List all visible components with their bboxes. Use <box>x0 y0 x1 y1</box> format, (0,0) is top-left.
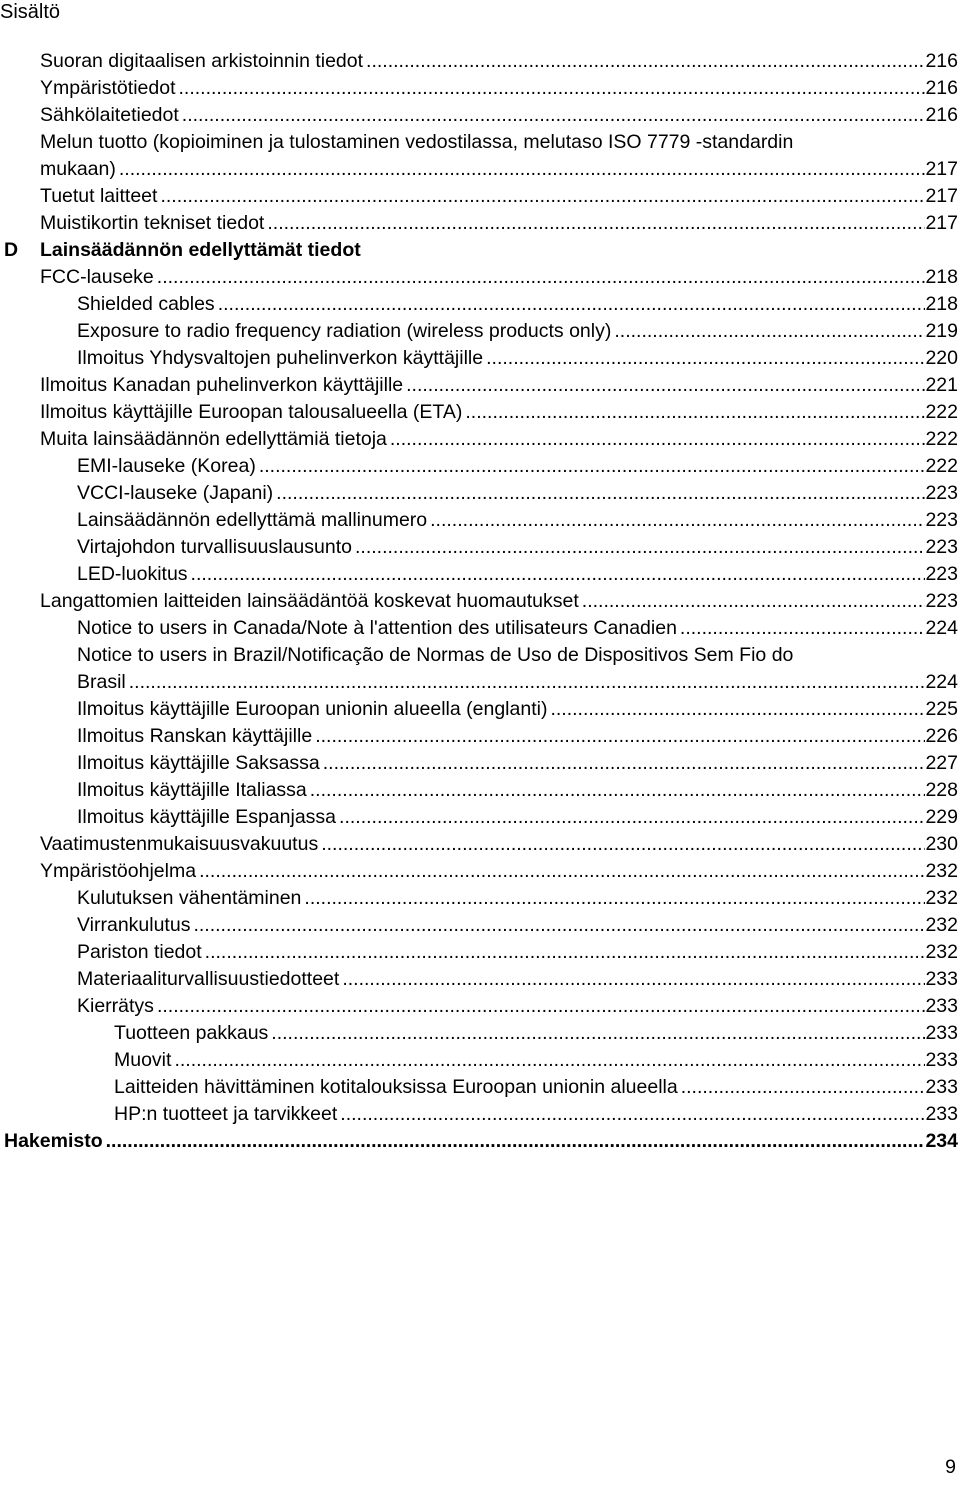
toc-entry-link[interactable] <box>77 912 958 939</box>
toc-row <box>0 561 960 588</box>
table-of-contents <box>0 48 960 1155</box>
toc-row <box>0 399 960 426</box>
toc-page-number: 233 <box>925 1022 958 1044</box>
toc-entry-link[interactable] <box>40 372 958 399</box>
dot-leader <box>427 507 925 534</box>
toc-entry-title: HP:n tuotteet ja tarvikkeet <box>114 1103 338 1125</box>
toc-page-number: 223 <box>925 536 958 558</box>
toc-page-number: 224 <box>925 617 958 639</box>
dot-leader <box>352 534 925 561</box>
dot-leader <box>273 480 925 507</box>
toc-entry-link[interactable] <box>77 777 958 804</box>
toc-entry-link[interactable] <box>77 318 958 345</box>
dot-leader <box>157 183 925 210</box>
toc-entry-link[interactable] <box>114 1047 958 1074</box>
toc-row <box>0 210 960 237</box>
toc-page-number: 218 <box>925 293 958 315</box>
toc-entry-link[interactable] <box>77 993 958 1020</box>
toc-entry-link[interactable] <box>77 534 958 561</box>
toc-entry-title: Ympäristöohjelma <box>40 860 197 882</box>
toc-entry-title: Lainsäädännön edellyttämä mallinumero <box>77 509 428 531</box>
toc-entry-title: Ilmoitus käyttäjille Italiassa <box>77 779 307 801</box>
toc-entry-title: Ilmoitus käyttäjille Euroopan unionin alueella (englanti) <box>77 698 548 720</box>
toc-row <box>0 723 960 750</box>
toc-row <box>0 750 960 777</box>
toc-entry-title: Suoran digitaalisen arkistoinnin tiedot <box>40 50 364 72</box>
toc-page-number: 234 <box>925 1130 958 1152</box>
toc-entry-link[interactable] <box>40 858 958 885</box>
section-title: Lainsäädännön edellyttämät tiedot <box>40 239 361 261</box>
toc-entry-title-line2: mukaan) <box>40 158 116 180</box>
dot-leader <box>264 210 925 237</box>
toc-entry-title: LED-luokitus <box>77 563 188 585</box>
dot-leader <box>336 804 925 831</box>
toc-page-number: 223 <box>925 563 958 585</box>
toc-page-number: 232 <box>925 860 958 882</box>
toc-entry-title: Hakemisto <box>4 1130 103 1152</box>
toc-row <box>0 615 960 642</box>
dot-leader <box>387 426 926 453</box>
toc-entry-link[interactable] <box>77 561 958 588</box>
dot-leader <box>462 399 925 426</box>
toc-entry-title: Ympäristötiedot <box>40 77 176 99</box>
toc-row <box>0 858 960 885</box>
dot-leader <box>126 669 926 696</box>
toc-entry-title: Exposure to radio frequency radiation (wireless products only) <box>77 320 612 342</box>
toc-row <box>0 966 960 993</box>
toc-entry-title: VCCI-lauseke (Japani) <box>77 482 274 504</box>
toc-page-number: 216 <box>925 50 958 72</box>
dot-leader <box>678 1074 926 1101</box>
toc-entry-link[interactable] <box>40 48 958 75</box>
toc-entry-title: Ilmoitus käyttäjille Espanjassa <box>77 806 337 828</box>
toc-row <box>0 345 960 372</box>
toc-row <box>0 129 960 183</box>
toc-entry-link[interactable] <box>77 966 958 993</box>
toc-page-number: 222 <box>925 455 958 477</box>
toc-entry-title: EMI-lauseke (Korea) <box>77 455 256 477</box>
toc-page-number: 233 <box>925 1103 958 1125</box>
toc-entry-link[interactable] <box>4 1128 958 1155</box>
toc-entry-link[interactable] <box>40 129 958 183</box>
toc-row <box>0 1074 960 1101</box>
toc-entry-link[interactable] <box>40 264 958 291</box>
toc-entry-title: Muistikortin tekniset tiedot <box>40 212 265 234</box>
toc-page-number: 229 <box>925 806 958 828</box>
toc-row <box>0 291 960 318</box>
toc-page-number: 222 <box>925 428 958 450</box>
dot-leader <box>268 1020 925 1047</box>
toc-page-number: 230 <box>925 833 958 855</box>
toc-entry-link[interactable] <box>77 696 958 723</box>
toc-entry-link[interactable] <box>40 183 958 210</box>
toc-row <box>0 993 960 1020</box>
toc-row <box>0 372 960 399</box>
toc-entry-title: Ilmoitus käyttäjille Euroopan talousalueella (ETA) <box>40 401 463 423</box>
dot-leader <box>179 102 926 129</box>
toc-entry-title: Tuetut laitteet <box>40 185 158 207</box>
dot-leader <box>307 777 926 804</box>
toc-row <box>0 534 960 561</box>
dot-leader <box>154 264 926 291</box>
toc-entry-title: Ilmoitus Ranskan käyttäjille <box>77 725 313 747</box>
toc-entry-title-line1: Notice to users in Brazil/Notificação de Normas de Uso de Dispositivos Sem Fio do <box>77 644 794 666</box>
dot-leader <box>611 318 925 345</box>
toc-entry-link[interactable] <box>77 939 958 966</box>
toc-entry-title-line2: Brasil <box>77 671 126 693</box>
toc-entry-title: Materiaaliturvallisuustiedotteet <box>77 968 340 990</box>
toc-entry-link[interactable] <box>40 102 958 129</box>
toc-entry-link[interactable] <box>77 291 958 318</box>
toc-entry-title: Virtajohdon turvallisuuslausunto <box>77 536 352 558</box>
toc-page-number: 233 <box>925 968 958 990</box>
toc-page-number: 225 <box>925 698 958 720</box>
dot-leader <box>677 615 926 642</box>
dot-leader <box>171 1047 925 1074</box>
toc-page-number: 217 <box>925 158 958 180</box>
toc-page-number: 217 <box>925 185 958 207</box>
toc-entry-link[interactable] <box>77 453 958 480</box>
toc-row <box>0 1128 960 1155</box>
page-number: 9 <box>945 1456 956 1478</box>
dot-leader <box>320 750 926 777</box>
toc-page-number: 232 <box>925 941 958 963</box>
toc-page-number: 233 <box>925 1076 958 1098</box>
toc-page-number: 216 <box>925 77 958 99</box>
toc-entry-link[interactable] <box>77 642 958 696</box>
toc-row <box>0 183 960 210</box>
toc-page-number: 233 <box>925 1049 958 1071</box>
toc-entry-link[interactable] <box>77 723 958 750</box>
dot-leader <box>547 696 925 723</box>
toc-row <box>0 318 960 345</box>
toc-entry-title: Sähkölaitetiedot <box>40 104 179 126</box>
toc-row <box>0 912 960 939</box>
toc-page-number: 226 <box>925 725 958 747</box>
toc-row <box>0 102 960 129</box>
toc-entry-link[interactable] <box>77 885 958 912</box>
toc-entry-title: Notice to users in Canada/Note à l'attention des utilisateurs Canadien <box>77 617 677 639</box>
toc-page-number: 227 <box>925 752 958 774</box>
toc-entry-title: Virrankulutus <box>77 914 191 936</box>
toc-page-number: 232 <box>925 887 958 909</box>
toc-row <box>0 642 960 696</box>
toc-page-number: 221 <box>925 374 958 396</box>
toc-page-number: 223 <box>925 482 958 504</box>
toc-row <box>0 777 960 804</box>
dot-leader <box>116 156 926 183</box>
toc-entry-link[interactable] <box>40 399 958 426</box>
toc-page-number: 217 <box>925 212 958 234</box>
toc-row <box>0 1020 960 1047</box>
toc-row <box>0 507 960 534</box>
toc-page-number: 223 <box>925 590 958 612</box>
toc-entry-link[interactable] <box>114 1101 958 1128</box>
toc-page-number: 216 <box>925 104 958 126</box>
toc-entry-title: Laitteiden hävittäminen kotitalouksissa Euroopan unionin alueella <box>114 1076 678 1098</box>
toc-row <box>0 804 960 831</box>
toc-entry-title: Ilmoitus Kanadan puhelinverkon käyttäjille <box>40 374 404 396</box>
toc-entry-link[interactable] <box>40 588 958 615</box>
toc-entry-title: Muita lainsäädännön edellyttämiä tietoja <box>40 428 387 450</box>
toc-page-number: 228 <box>925 779 958 801</box>
toc-row <box>0 939 960 966</box>
toc-entry-link[interactable] <box>77 615 958 642</box>
dot-leader <box>312 723 925 750</box>
toc-entry-link[interactable] <box>77 507 958 534</box>
toc-entry-title: Langattomien laitteiden lainsäädäntöä koskevat huomautukset <box>40 590 579 612</box>
dot-leader <box>339 966 925 993</box>
toc-row <box>0 453 960 480</box>
toc-row <box>0 237 960 264</box>
dot-leader <box>363 48 925 75</box>
dot-leader <box>256 453 926 480</box>
toc-page-number: 224 <box>925 671 958 693</box>
toc-entry-title: Tuotteen pakkaus <box>114 1022 269 1044</box>
dot-leader <box>215 291 926 318</box>
toc-page-number: 232 <box>925 914 958 936</box>
toc-page-number: 219 <box>925 320 958 342</box>
toc-page-number: 220 <box>925 347 958 369</box>
toc-entry-title: Ilmoitus käyttäjille Saksassa <box>77 752 320 774</box>
toc-entry-link[interactable] <box>40 75 958 102</box>
toc-row <box>0 696 960 723</box>
toc-entry-link[interactable] <box>114 1074 958 1101</box>
toc-entry-link[interactable] <box>77 480 958 507</box>
toc-page-number: 223 <box>925 509 958 531</box>
toc-page-number: 222 <box>925 401 958 423</box>
dot-leader <box>175 75 925 102</box>
toc-entry-link[interactable] <box>114 1020 958 1047</box>
dot-leader <box>188 561 926 588</box>
toc-row <box>0 1101 960 1128</box>
toc-row <box>0 480 960 507</box>
dot-leader <box>196 858 925 885</box>
toc-row <box>0 831 960 858</box>
dot-leader <box>190 912 925 939</box>
toc-row <box>0 75 960 102</box>
toc-page-number: 233 <box>925 995 958 1017</box>
section-number: D <box>4 239 19 261</box>
toc-entry-link[interactable] <box>77 804 958 831</box>
dot-leader <box>337 1101 925 1128</box>
dot-leader <box>301 885 925 912</box>
toc-entry-title: Muovit <box>114 1049 172 1071</box>
dot-leader <box>403 372 925 399</box>
dot-leader <box>202 939 926 966</box>
toc-entry-title: Kierrätys <box>77 995 154 1017</box>
page-header: Sisältö <box>0 1 61 23</box>
toc-row <box>0 1047 960 1074</box>
toc-entry-title: Ilmoitus Yhdysvaltojen puhelinverkon käyttäjille <box>77 347 484 369</box>
toc-entry-title-line1: Melun tuotto (kopioiminen ja tulostaminen vedostilassa, melutaso ISO 7779 -standardin <box>40 131 794 153</box>
dot-leader <box>483 345 925 372</box>
dot-leader <box>154 993 926 1020</box>
toc-row <box>0 588 960 615</box>
toc-entry-title: Kulutuksen vähentäminen <box>77 887 302 909</box>
toc-row <box>0 426 960 453</box>
toc-row <box>0 264 960 291</box>
toc-entry-title: Vaatimustenmukaisuusvakuutus <box>40 833 319 855</box>
toc-row <box>0 48 960 75</box>
toc-entry-link[interactable] <box>77 750 958 777</box>
toc-entry-link[interactable] <box>77 345 958 372</box>
toc-row <box>0 885 960 912</box>
dot-leader <box>318 831 925 858</box>
toc-entry-link[interactable] <box>40 831 958 858</box>
toc-entry-link[interactable] <box>40 210 958 237</box>
toc-entry-title: Shielded cables <box>77 293 215 315</box>
dot-leader <box>579 588 926 615</box>
toc-entry-title: Pariston tiedot <box>77 941 202 963</box>
toc-page-number: 218 <box>925 266 958 288</box>
toc-entry-link[interactable] <box>40 426 958 453</box>
dot-leader <box>103 1128 926 1155</box>
toc-entry-title: FCC-lauseke <box>40 266 154 288</box>
